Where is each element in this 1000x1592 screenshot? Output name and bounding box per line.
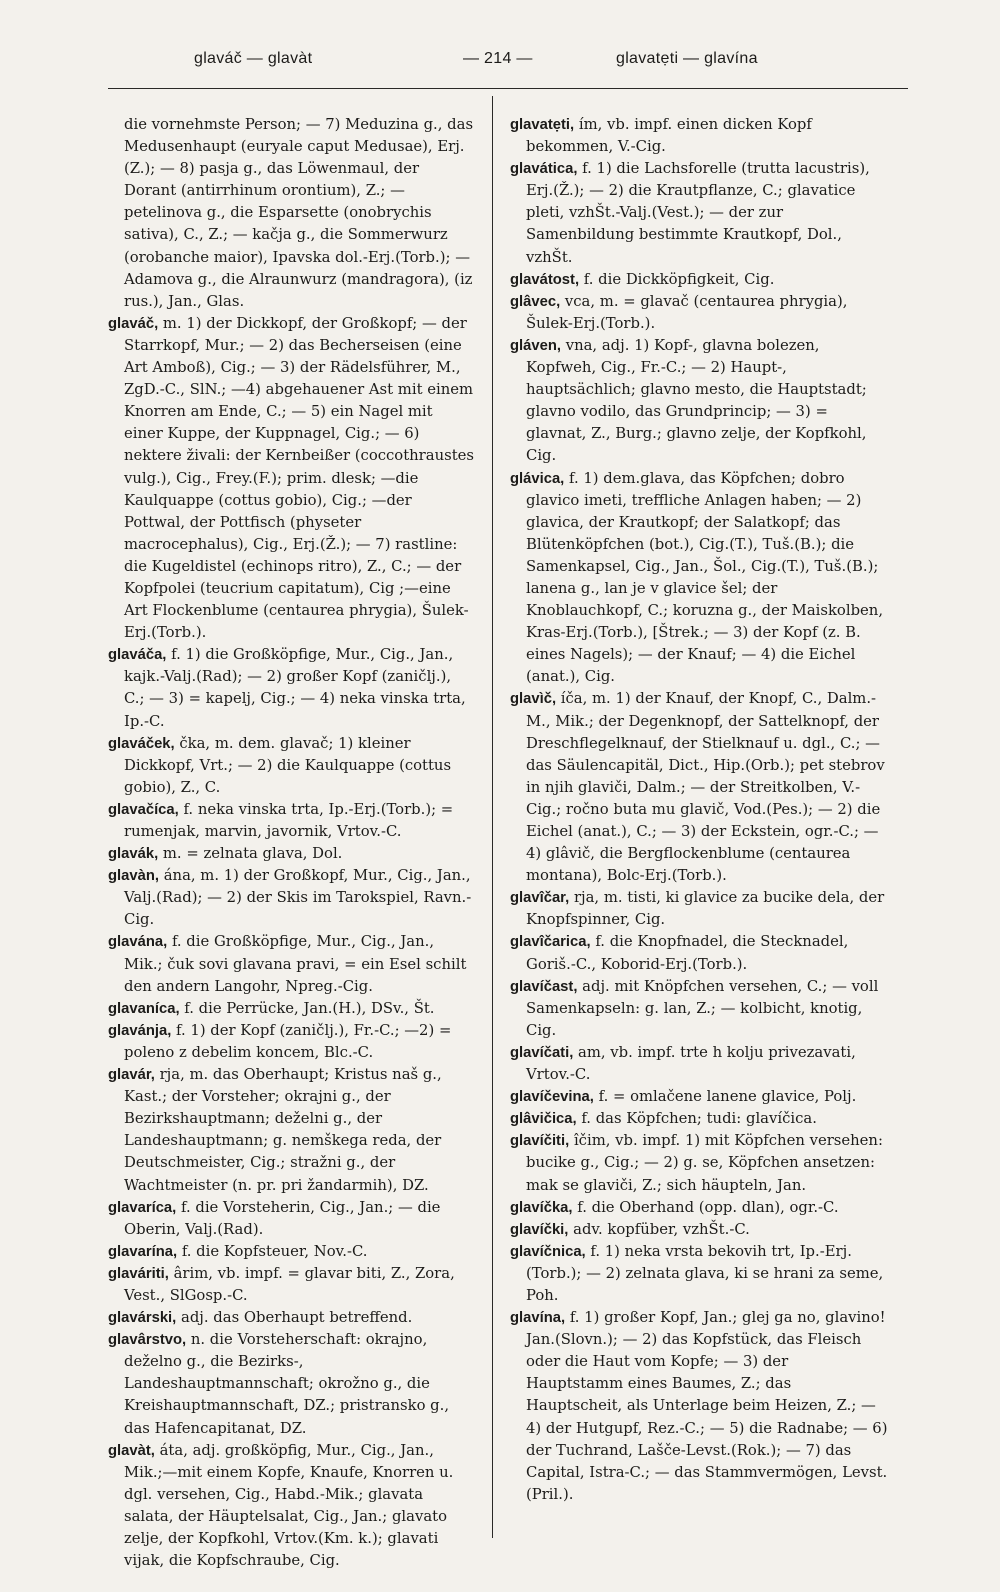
entry-headword: glavíčevina, [510, 1089, 594, 1106]
entry-headword: glaváriti, [108, 1265, 169, 1282]
entry-definition: f. 1) die Großköpfige, Mur., Cig., Jan., kajk.-Valj.(Rad); — 2) großer Kopf (zaničlj.), C.; — 3) = kapelj, Cig.; — 4) neka vinska trta, Ip.-C. [124, 646, 466, 730]
dictionary-entry [108, 1329, 474, 1439]
entry-headword: glavârstvo, [108, 1332, 187, 1349]
entry-definition: f. die Kopfsteuer, Nov.-C. [181, 1242, 368, 1260]
entry-headword: glavìč, [510, 691, 557, 708]
dictionary-entry [108, 733, 474, 799]
dictionary-entry [108, 1020, 474, 1064]
entry-definition: f. die Oberhand (opp. dlan), ogr.-C. [577, 1198, 839, 1216]
right-column [510, 114, 888, 1506]
dictionary-entry [510, 1130, 888, 1196]
dictionary-entry [510, 1219, 888, 1241]
entry-headword: glaváča, [108, 647, 167, 664]
dictionary-entry [510, 1307, 888, 1506]
entry-definition: f. neka vinska trta, Ip.-Erj.(Torb.); = rumenjak, marvin, javornik, Vrtov.-C. [124, 800, 454, 840]
entry-headword: glaváček, [108, 735, 175, 752]
entry-headword: glavárski, [108, 1310, 177, 1327]
header-right-guide-words: glavatẹti — glavína [616, 50, 758, 67]
header-rule [108, 88, 908, 89]
entry-headword: glâvec, [510, 293, 561, 310]
dictionary-entry [510, 1197, 888, 1219]
dictionary-entry [510, 688, 888, 887]
dictionary-entry [510, 1108, 888, 1130]
entry-headword: gláven, [510, 337, 561, 354]
entry-definition: f. 1) die Lachsforelle (trutta lacustris), Erj.(Ž.); — 2) die Krautpflanze, C.; glavatice pleti, vzhŠt.-Valj.(Vest.); — der zur Samenbildung bestimmte Krautkopf, Dol., vzhŠt. [526, 160, 870, 266]
column-divider [492, 96, 493, 1538]
dictionary-entry [108, 1307, 474, 1329]
dictionary-entry [108, 1440, 474, 1573]
entry-headword: glavíčki, [510, 1221, 569, 1238]
entry-headword: glaváč, [108, 315, 159, 332]
entry-definition: die vornehmste Person; — 7) Meduzina g., das Medusenhaupt (euryale caput Medusae), Erj.(Z.); — 8) pasja g., das Löwenmaul, der Dorant (antirrhinum orontium), Z.; — petelinova g., die Esparsette (onobrychis sativa), C., Z.; — kačja g., die Sommerwurz (orobanche maior), Ipavska dol.-Erj.(Torb.); — Adamova g., die Alraunwurz (mandragora), (iz rus.), Jan., Glas. [124, 116, 474, 310]
entry-headword: glavaríca, [108, 1199, 177, 1216]
dictionary-entry [510, 114, 888, 158]
entry-definition: îčim, vb. impf. 1) mit Köpfchen versehen: bucike g., Cig.; — 2) g. se, Köpfchen ansetzen: mak se glaviči, Z.; sich häupteln, Jan. [526, 1132, 883, 1194]
entry-definition: f. die Vorsteherin, Cig., Jan.; — die Oberin, Valj.(Rad). [124, 1198, 441, 1238]
entry-headword: glavačíca, [108, 801, 179, 818]
entry-definition: rja, m. das Oberhaupt; Kristus naš g., Kast.; der Vorsteher; okrajni g., der Bezirkshauptmann; deželni g., der Landeshauptmann; g. nemškega reda, der Deutschmeister, Cig.; stražni g., der Wachtmeister (n. pr. pri žandarmih), DZ. [124, 1066, 442, 1194]
entry-definition: čka, m. dem. glavač; 1) kleiner Dickkopf, Vrt.; — 2) die Kaulquappe (cottus gobio), Z., C. [124, 734, 452, 796]
entry-headword: glavíčka, [510, 1199, 573, 1216]
entry-headword: glâvičica, [510, 1111, 577, 1128]
entry-definition: adj. das Oberhaupt betreffend. [181, 1309, 413, 1327]
entry-headword: glavána, [108, 934, 168, 951]
dictionary-entry [108, 114, 474, 313]
dictionary-entry [108, 799, 474, 843]
entry-headword: glavár, [108, 1067, 155, 1084]
entry-headword: glavíčati, [510, 1044, 574, 1061]
entry-headword: glavák, [108, 846, 159, 863]
entry-definition: n. die Vorsteherschaft: okrajno, deželno g., die Bezirks-, Landeshauptmannschaft; okrožno g., die Kreishauptmannschaft, DZ.; pristransko g., das Hafencapitanat, DZ. [124, 1331, 450, 1437]
entry-definition: f. das Köpfchen; tudi: glavíčica. [581, 1110, 817, 1128]
entry-definition: f. die Dickköpfigkeit, Cig. [583, 270, 775, 288]
dictionary-entry [510, 335, 888, 468]
entry-headword: glavàt, [108, 1442, 155, 1459]
entry-definition: áta, adj. großköpfig, Mur., Cig., Jan., Mik.;—mit einem Kopfe, Knaufe, Knorren u. dgl. versehen, Cig., Habd.-Mik.; glavata salata, der Häuptelsalat, Cig., Jan.; glavato zelje, der Kopfkohl, Vrtov.(Km. k.); glavati vijak, die Kopfschraube, Cig. [124, 1441, 454, 1570]
entry-definition: f. 1) der Kopf (zaničlj.), Fr.-C.; —2) = poleno z debelim koncem, Blc.-C. [124, 1021, 452, 1061]
entry-headword: glavíčast, [510, 978, 578, 995]
entry-definition: ím, vb. impf. einen dicken Kopf bekommen, V.-Cig. [526, 116, 812, 156]
entry-definition: f. 1) großer Kopf, Jan.; glej ga no, glavino! Jan.(Slovn.); — 2) das Kopfstück, das Fleisch oder die Haut vom Kopfe; — 3) der Hauptstamm eines Baumes, Z.; das Hauptscheit, als Unterlage beim Heizen, Z.; — 4) der Hutgupf, Rez.-C.; — 5) die Radnabe; — 6) der Tuchrand, Lašče-Levst.(Rok.); — 7) das Capital, Istra-C.; — das Stammvermögen, Levst.(Pril.). [526, 1309, 888, 1503]
entry-headword: glavaníca, [108, 1000, 180, 1017]
dictionary-entry [510, 291, 888, 335]
entry-headword: glavática, [510, 161, 578, 178]
entry-definition: f. 1) dem.glava, das Köpfchen; dobro glavico imeti, treffliche Anlagen haben; — 2) glavica, der Krautkopf; der Salatkopf; das Blütenköpfchen (bot.), Cig.(T.), Tuš.(B.); die Samenkapsel, Cig., Jan., Šol., Cig.(T.), Tuš.(B.); lanena g., lan je v glavice šel; der Knoblauchkopf, C.; koruzna g., der Maiskolben, Kras-Erj.(Torb.), [Štrek.; — 3) der Kopf (z. B. eines Nagels); — der Knauf; — 4) die Eichel (anat.), Cig. [526, 469, 884, 686]
entry-headword: glavína, [510, 1310, 566, 1327]
dictionary-entry [510, 1241, 888, 1307]
entry-headword: glavîčar, [510, 890, 570, 907]
entry-headword: glavàn, [108, 868, 159, 885]
entry-headword: glavatẹti, [510, 117, 575, 133]
entry-headword: glavátost, [510, 271, 580, 288]
page-number: — 214 — [463, 50, 533, 67]
dictionary-entry [108, 998, 474, 1020]
entry-definition: íča, m. 1) der Knauf, der Knopf, C., Dalm.-M., Mik.; der Degenknopf, der Sattelknopf, der Dreschflegelknauf, der Stielknauf u. dgl., C.; — das Säulencapitäl, Dict., Hip.(Orb.); pet stebrov in njih glaviči, Dalm.; — der Streitkolben, V.-Cig.; ročno buta mu glavič, Vod.(Pes.); — 2) die Eichel (anat.), C.; — 3) der Eckstein, ogr.-C.; — 4) glâvič, die Bergflockenblume (centaurea montana), Bolc-Erj.(Torb.). [526, 690, 885, 885]
header-left-guide-words: glaváč — glavàt [194, 50, 313, 67]
dictionary-entry [108, 313, 474, 644]
entry-definition: m. = zelnata glava, Dol. [162, 845, 343, 863]
entry-headword: glávica, [510, 470, 565, 487]
dictionary-entry [108, 644, 474, 732]
entry-definition: f. die Großköpfige, Mur., Cig., Jan., Mik.; čuk sovi glavana pravi, = ein Esel schilt den andern Langohr, Npreg.-Cig. [124, 933, 467, 995]
dictionary-entry [108, 843, 474, 865]
dictionary-entry [510, 1086, 888, 1108]
entry-definition: m. 1) der Dickkopf, der Großkopf; — der Starrkopf, Mur.; — 2) das Becherseisen (eine Art Amboß), Cig.; — 3) der Rädelsführer, M., ZgD.-C., SlN.; —4) abgehauener Ast mit einem Knorren am Ende, C.; — 5) ein Nagel mit einer Kuppe, der Kuppnagel, Cig.; — 6) nektere živali: der Kernbeißer (coccothraustes vulg.), Cig., Frey.(F.); prim. dlesk; —die Kaulquappe (cottus gobio), Cig.; —der Pottwal, der Pottfisch (physeter macrocephalus), Cig., Erj.(Ž.); — 7) rastline: die Kugeldistel (echinops ritro), Z., C.; — der Kopfpolei (teucrium capitatum), Cig ;—eine Art Flockenblume (centaurea phrygia), Šulek-Erj.(Torb.). [124, 314, 474, 642]
dictionary-entry [510, 976, 888, 1042]
dictionary-entry [510, 158, 888, 268]
entry-headword: glavánja, [108, 1022, 172, 1039]
entry-definition: f. 1) neka vrsta bekovih trt, Ip.-Erj.(Torb.); — 2) zelnata glava, ki se hrani za seme, Poh. [526, 1242, 884, 1304]
entry-definition: ârim, vb. impf. = glavar biti, Z., Zora, Vest., SlGosp.-C. [124, 1264, 455, 1304]
entry-headword: glavíčiti, [510, 1133, 570, 1150]
dictionary-entry [510, 1042, 888, 1086]
entry-headword: glavíčnica, [510, 1243, 586, 1260]
dictionary-entry [108, 1241, 474, 1263]
entry-definition: vca, m. = glavač (centaurea phrygia), Šulek-Erj.(Torb.). [526, 292, 848, 332]
dictionary-entry [510, 887, 888, 931]
page-header [108, 50, 908, 80]
entry-definition: ána, m. 1) der Großkopf, Mur., Cig., Jan., Valj.(Rad); — 2) der Skis im Tarokspiel, Ravn.-Cig. [124, 867, 472, 929]
entry-headword: glavarína, [108, 1243, 178, 1260]
dictionary-entry [510, 468, 888, 689]
entry-definition: am, vb. impf. trte h kolju privezavati, Vrtov.-C. [526, 1043, 856, 1084]
dictionary-entry [108, 1064, 474, 1197]
entry-definition: f. = omlačene lanene glavice, Polj. [598, 1088, 857, 1106]
dictionary-entry [510, 931, 888, 975]
entry-definition: vna, adj. 1) Kopf-, glavna bolezen, Kopfweh, Cig., Fr.-C.; — 2) Haupt-, hauptsächlich; glavno mesto, die Hauptstadt; glavno vodilo, das Grundprincip; — 3) = glavnat, Z., Burg.; glavno zelje, der Kopfkohl, Cig. [526, 336, 867, 465]
entry-definition: f. die Knopfnadel, die Stecknadel, Goriš.-C., Koborid-Erj.(Torb.). [526, 933, 849, 973]
entry-definition: rja, m. tisti, ki glavice za bucike dela, der Knopfspinner, Cig. [526, 889, 885, 929]
dictionary-entry [108, 865, 474, 931]
entry-definition: f. die Perrücke, Jan.(H.), DSv., Št. [184, 999, 435, 1017]
dictionary-entry [108, 1263, 474, 1307]
dictionary-entry [108, 931, 474, 997]
entry-definition: adv. kopfüber, vzhŠt.-C. [573, 1220, 750, 1238]
dictionary-entry [108, 1197, 474, 1241]
dictionary-entry [510, 269, 888, 291]
left-column [108, 114, 474, 1572]
entry-headword: glavîčarica, [510, 934, 591, 951]
entry-definition: adj. mit Knöpfchen versehen, C.; — voll Samenkapseln: g. lan, Z.; — kolbicht, knotig, Cig. [526, 977, 879, 1039]
